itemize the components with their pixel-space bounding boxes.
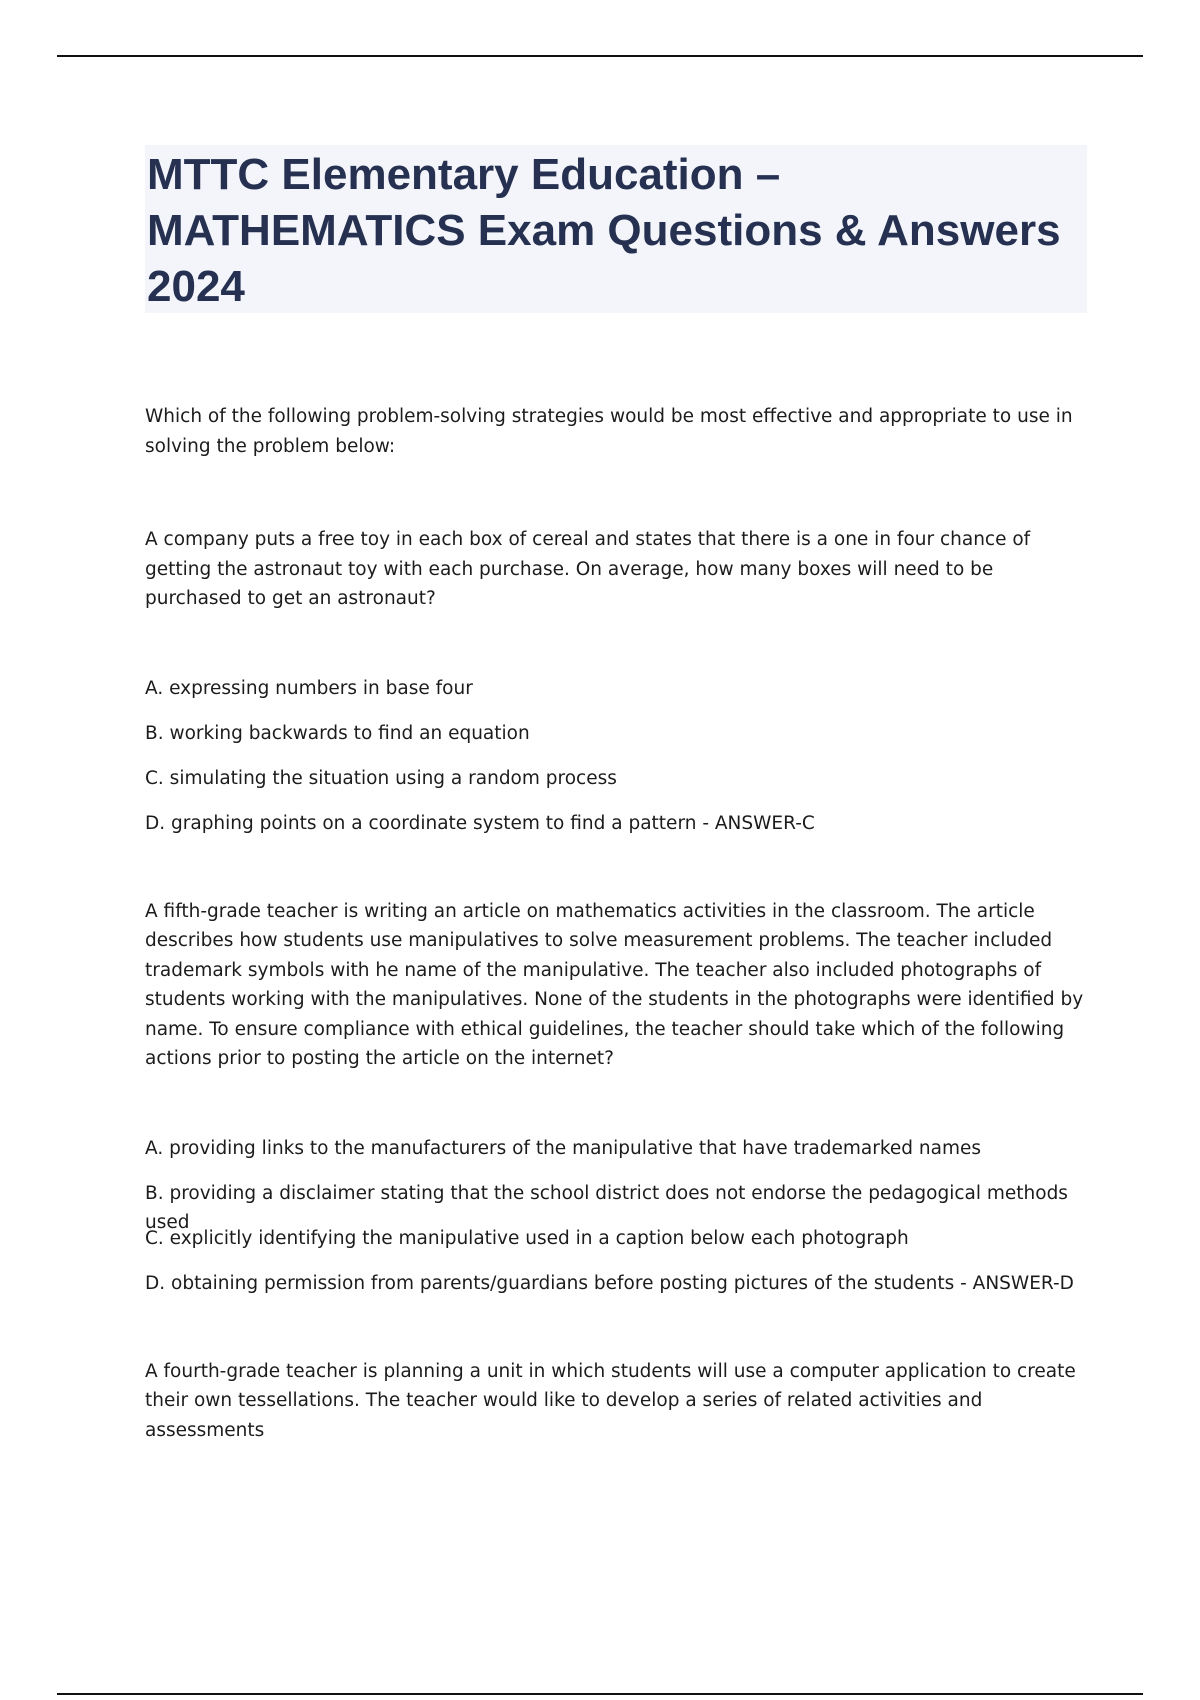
spacer — [145, 614, 1085, 674]
document-title: MTTC Elementary Education – MATHEMATICS Exam Questions & Answers 2024 — [147, 150, 1061, 311]
spacer — [145, 854, 1085, 897]
question-1-scenario: A company puts a free toy in each box of cereal and states that there is a one in four chance of getting the astronaut toy with each purchase. On average, how many boxes will need to be purchased to get an astronaut? — [145, 529, 1031, 609]
spacer — [145, 1314, 1085, 1357]
spacer — [145, 1074, 1085, 1134]
spacer — [145, 461, 1085, 525]
question-list — [145, 402, 1085, 1445]
question-2-stem: A fifth-grade teacher is writing an article on mathematics activities in the classroom. The article describes how students use manipulatives to solve measurement problems. The teacher included trademark symbols with he name of the manipulative. The teacher also included photographs of students working with the manipulatives. None of the students in the photographs were identified by name. To ensure compliance with ethical guidelines, the teacher should take which of the following actions prior to posting the article on the internet? — [145, 900, 1084, 1069]
question-3-stem: A fourth-grade teacher is planning a unit in which students will use a computer application to create their own tessellations. The teacher would like to develop a series of related activities and assessments — [145, 1360, 1076, 1441]
question-2-option-b: B. providing a disclaimer stating that the school district does not endorse the pedagogical methods used — [145, 1182, 1068, 1233]
question-2-options — [145, 1134, 1085, 1314]
title-banner — [145, 145, 1087, 313]
question-2-option-d: D. obtaining permission from parents/guardians before posting pictures of the students - ANSWER-D — [145, 1272, 1074, 1294]
question-1-stem: Which of the following problem-solving strategies would be most effective and appropriate to use in solving the problem below: — [145, 406, 1073, 457]
top-rule — [57, 55, 1143, 57]
bottom-rule — [57, 1693, 1143, 1695]
question-2-option-a: A. providing links to the manufacturers of the manipulative that have trademarked names — [145, 1137, 982, 1159]
question-1-option-c: C. simulating the situation using a random process — [145, 767, 617, 789]
question-2-option-c: C. explicitly identifying the manipulative used in a caption below each photograph — [145, 1227, 909, 1249]
question-1-options — [145, 674, 1085, 854]
question-1-option-d: D. graphing points on a coordinate system to find a pattern - ANSWER-C — [145, 812, 815, 834]
question-1-option-b: B. working backwards to find an equation — [145, 722, 530, 744]
question-1-option-a: A. expressing numbers in base four — [145, 677, 473, 699]
